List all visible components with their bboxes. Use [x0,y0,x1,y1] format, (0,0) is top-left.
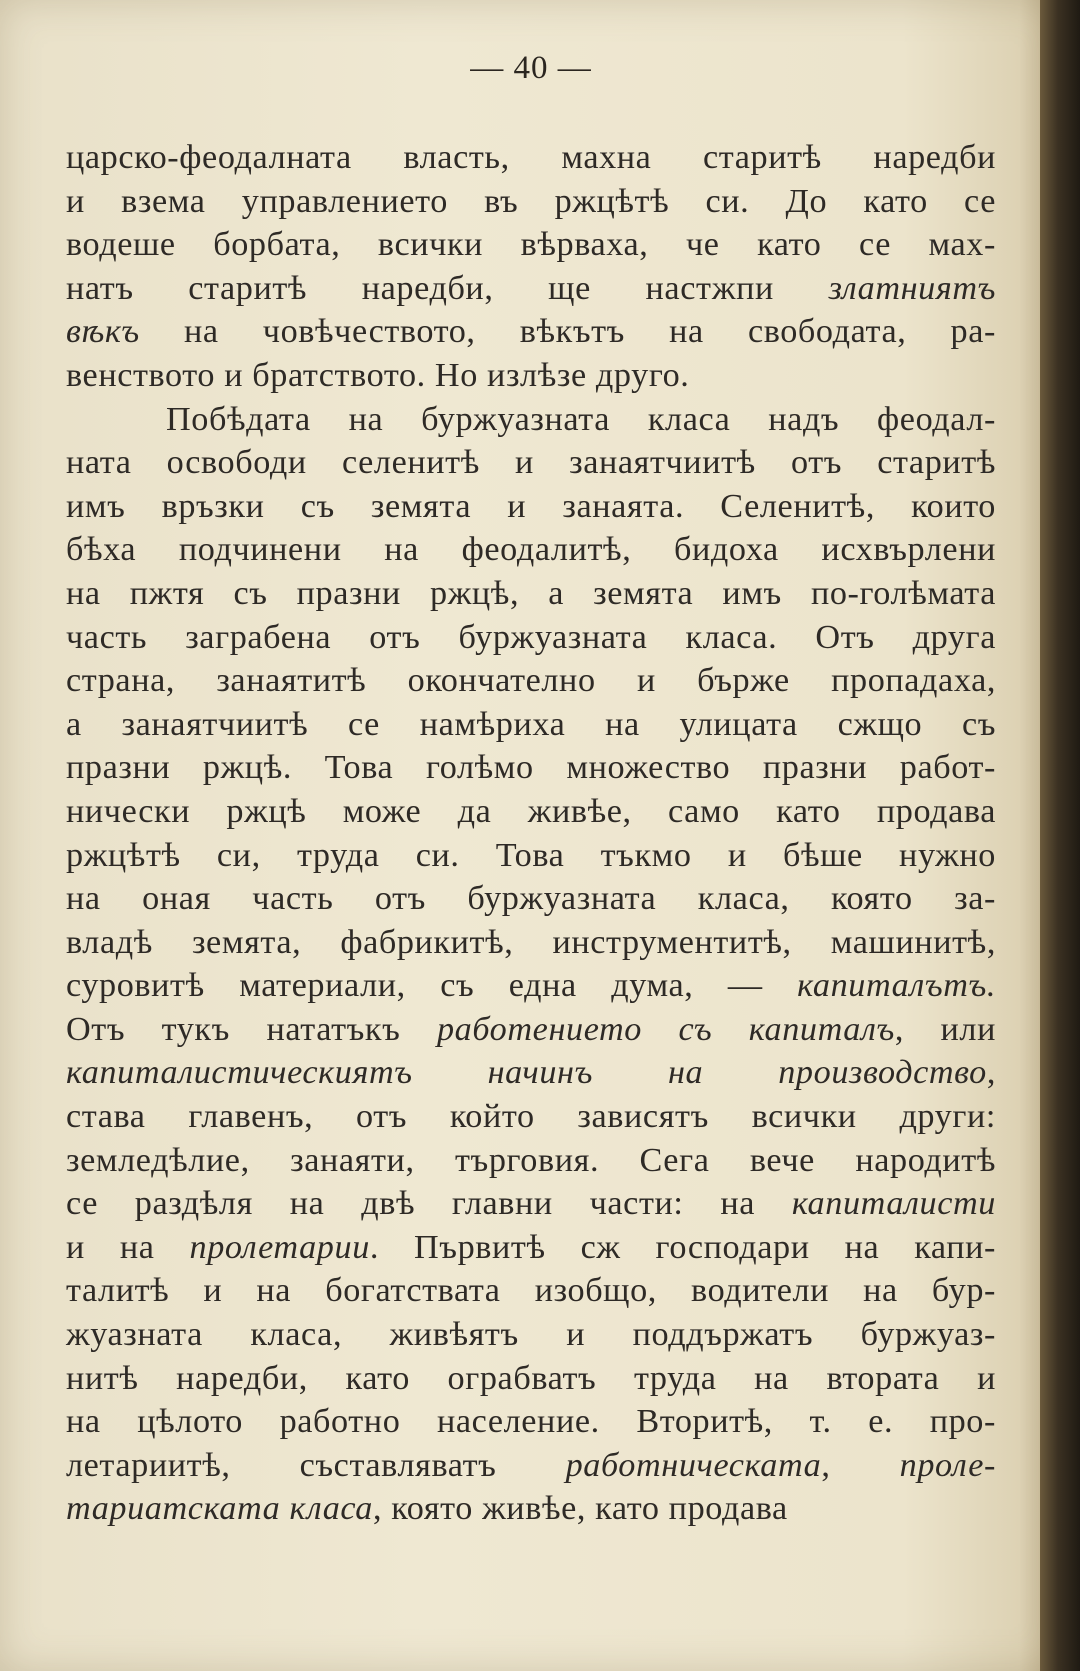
text-line [66,528,996,572]
text-line [66,1226,996,1270]
text-segment: . Първитѣ сж господари на капи- [369,1228,996,1266]
italic-text: вѣкъ [66,313,140,351]
page-number: — 40 — [470,50,592,86]
body-text [66,136,996,1531]
italic-text: работническата [565,1446,822,1484]
text-segment: на човѣчеството, вѣкътъ на свободата, ра- [139,313,996,351]
text-line [66,1487,996,1531]
text-line [66,1269,996,1313]
text-segment: става главенъ, отъ който зависятъ всички други: [66,1098,996,1136]
text-line [66,1313,996,1357]
text-line [66,964,996,1008]
text-segment: се раздѣля на двѣ главни части: на [66,1185,792,1223]
text-line [66,659,996,703]
text-segment: часть заграбена отъ буржуазната класа. Отъ друга [66,618,996,656]
text-segment: , [821,1446,900,1484]
text-line [66,1008,996,1052]
text-segment: натъ старитѣ наредби, ще настжпи [66,269,829,307]
text-line [66,310,996,354]
text-line [66,572,996,616]
text-line [66,267,996,311]
text-segment: и взема управлението въ ржцѣтѣ си. До като се [66,182,996,220]
italic-text: капиталисти [791,1185,996,1223]
text-segment: суровитѣ материали, съ една дума, — [66,967,798,1005]
text-line [66,1139,996,1183]
text-line [66,616,996,660]
text-segment: талитѣ и на богатствата изобщо, водители на бур- [66,1272,996,1310]
text-line [66,223,996,267]
text-segment: а занаятчиитѣ се намѣриха на улицата сжщо съ [66,705,996,743]
italic-text: работението съ капиталъ [436,1010,895,1048]
text-line [66,703,996,747]
text-segment: жуазната класа, живѣятъ и поддържатъ буржуаз- [66,1316,996,1354]
text-line [66,834,996,878]
text-segment: царско-феодалната власть, махна старитѣ наредби [66,139,996,176]
text-segment: имъ връзки съ земята и занаята. Селенитѣ, които [66,487,996,525]
text-segment: нически ржцѣ може да живѣе, само като продава [66,792,996,830]
text-line [66,1357,996,1401]
text-line [66,790,996,834]
italic-text: пролетарии [189,1228,370,1266]
text-segment: водеше борбата, всички вѣрваха, че като се мах- [66,226,996,264]
text-segment: , която живѣе, като продава [373,1490,788,1528]
text-line [66,1444,996,1488]
text-segment: венството и братството. Но излѣзе друго. [66,356,690,394]
text-line [66,441,996,485]
text-segment: и на [66,1228,190,1266]
text-line [66,1051,996,1095]
text-line [66,354,996,398]
italic-text: тариатската класа [66,1490,374,1528]
text-segment: земледѣлие, занаяти, търговия. Сега вече народитѣ [66,1141,996,1179]
book-spine-shadow [1040,0,1080,1671]
text-segment: празни ржцѣ. Това голѣмо множество празни работ- [66,749,996,787]
text-segment: ната освободи селенитѣ и занаятчиитѣ отъ старитѣ [66,444,996,482]
text-segment: на оная часть отъ буржуазната класа, която за- [66,880,996,918]
text-segment: страна, занаятитѣ окончателно и бърже пропадаха, [66,662,996,700]
text-line [66,398,996,442]
italic-text: капиталистическиятъ начинъ на производство [66,1054,987,1092]
text-segment: на цѣлото работно население. Вторитѣ, т. е. про- [66,1403,996,1441]
italic-text: проле- [899,1446,996,1484]
italic-text: капиталътъ. [797,967,996,1005]
text-segment: летариитѣ, съставляватъ [66,1446,566,1484]
text-segment: ржцѣтѣ си, труда си. Това тъкмо и бѣше нужно [66,836,996,874]
text-segment: нитѣ наредби, като ограбватъ труда на втората и [66,1359,996,1397]
text-line [66,180,996,224]
text-segment: , или [894,1010,996,1048]
text-line [66,877,996,921]
text-segment: , [986,1054,996,1092]
text-segment: владѣ земята, фабрикитѣ, инструментитѣ, машинитѣ, [66,923,996,961]
text-line [66,921,996,965]
text-line [66,136,996,180]
text-segment: Побѣдата на буржуазната класа надъ феодал- [166,400,996,438]
text-line [66,1400,996,1444]
text-segment: на пжтя съ празни ржцѣ, а земята имъ по-голѣмата [66,574,996,612]
text-line [66,1182,996,1226]
text-line [66,746,996,790]
text-line [66,1095,996,1139]
italic-text: златниятъ [828,269,996,307]
text-segment: бѣха подчинени на феодалитѣ, бидоха исхвърлени [66,531,996,569]
text-segment: Отъ тукъ нататъкъ [66,1010,437,1048]
text-line [66,485,996,529]
